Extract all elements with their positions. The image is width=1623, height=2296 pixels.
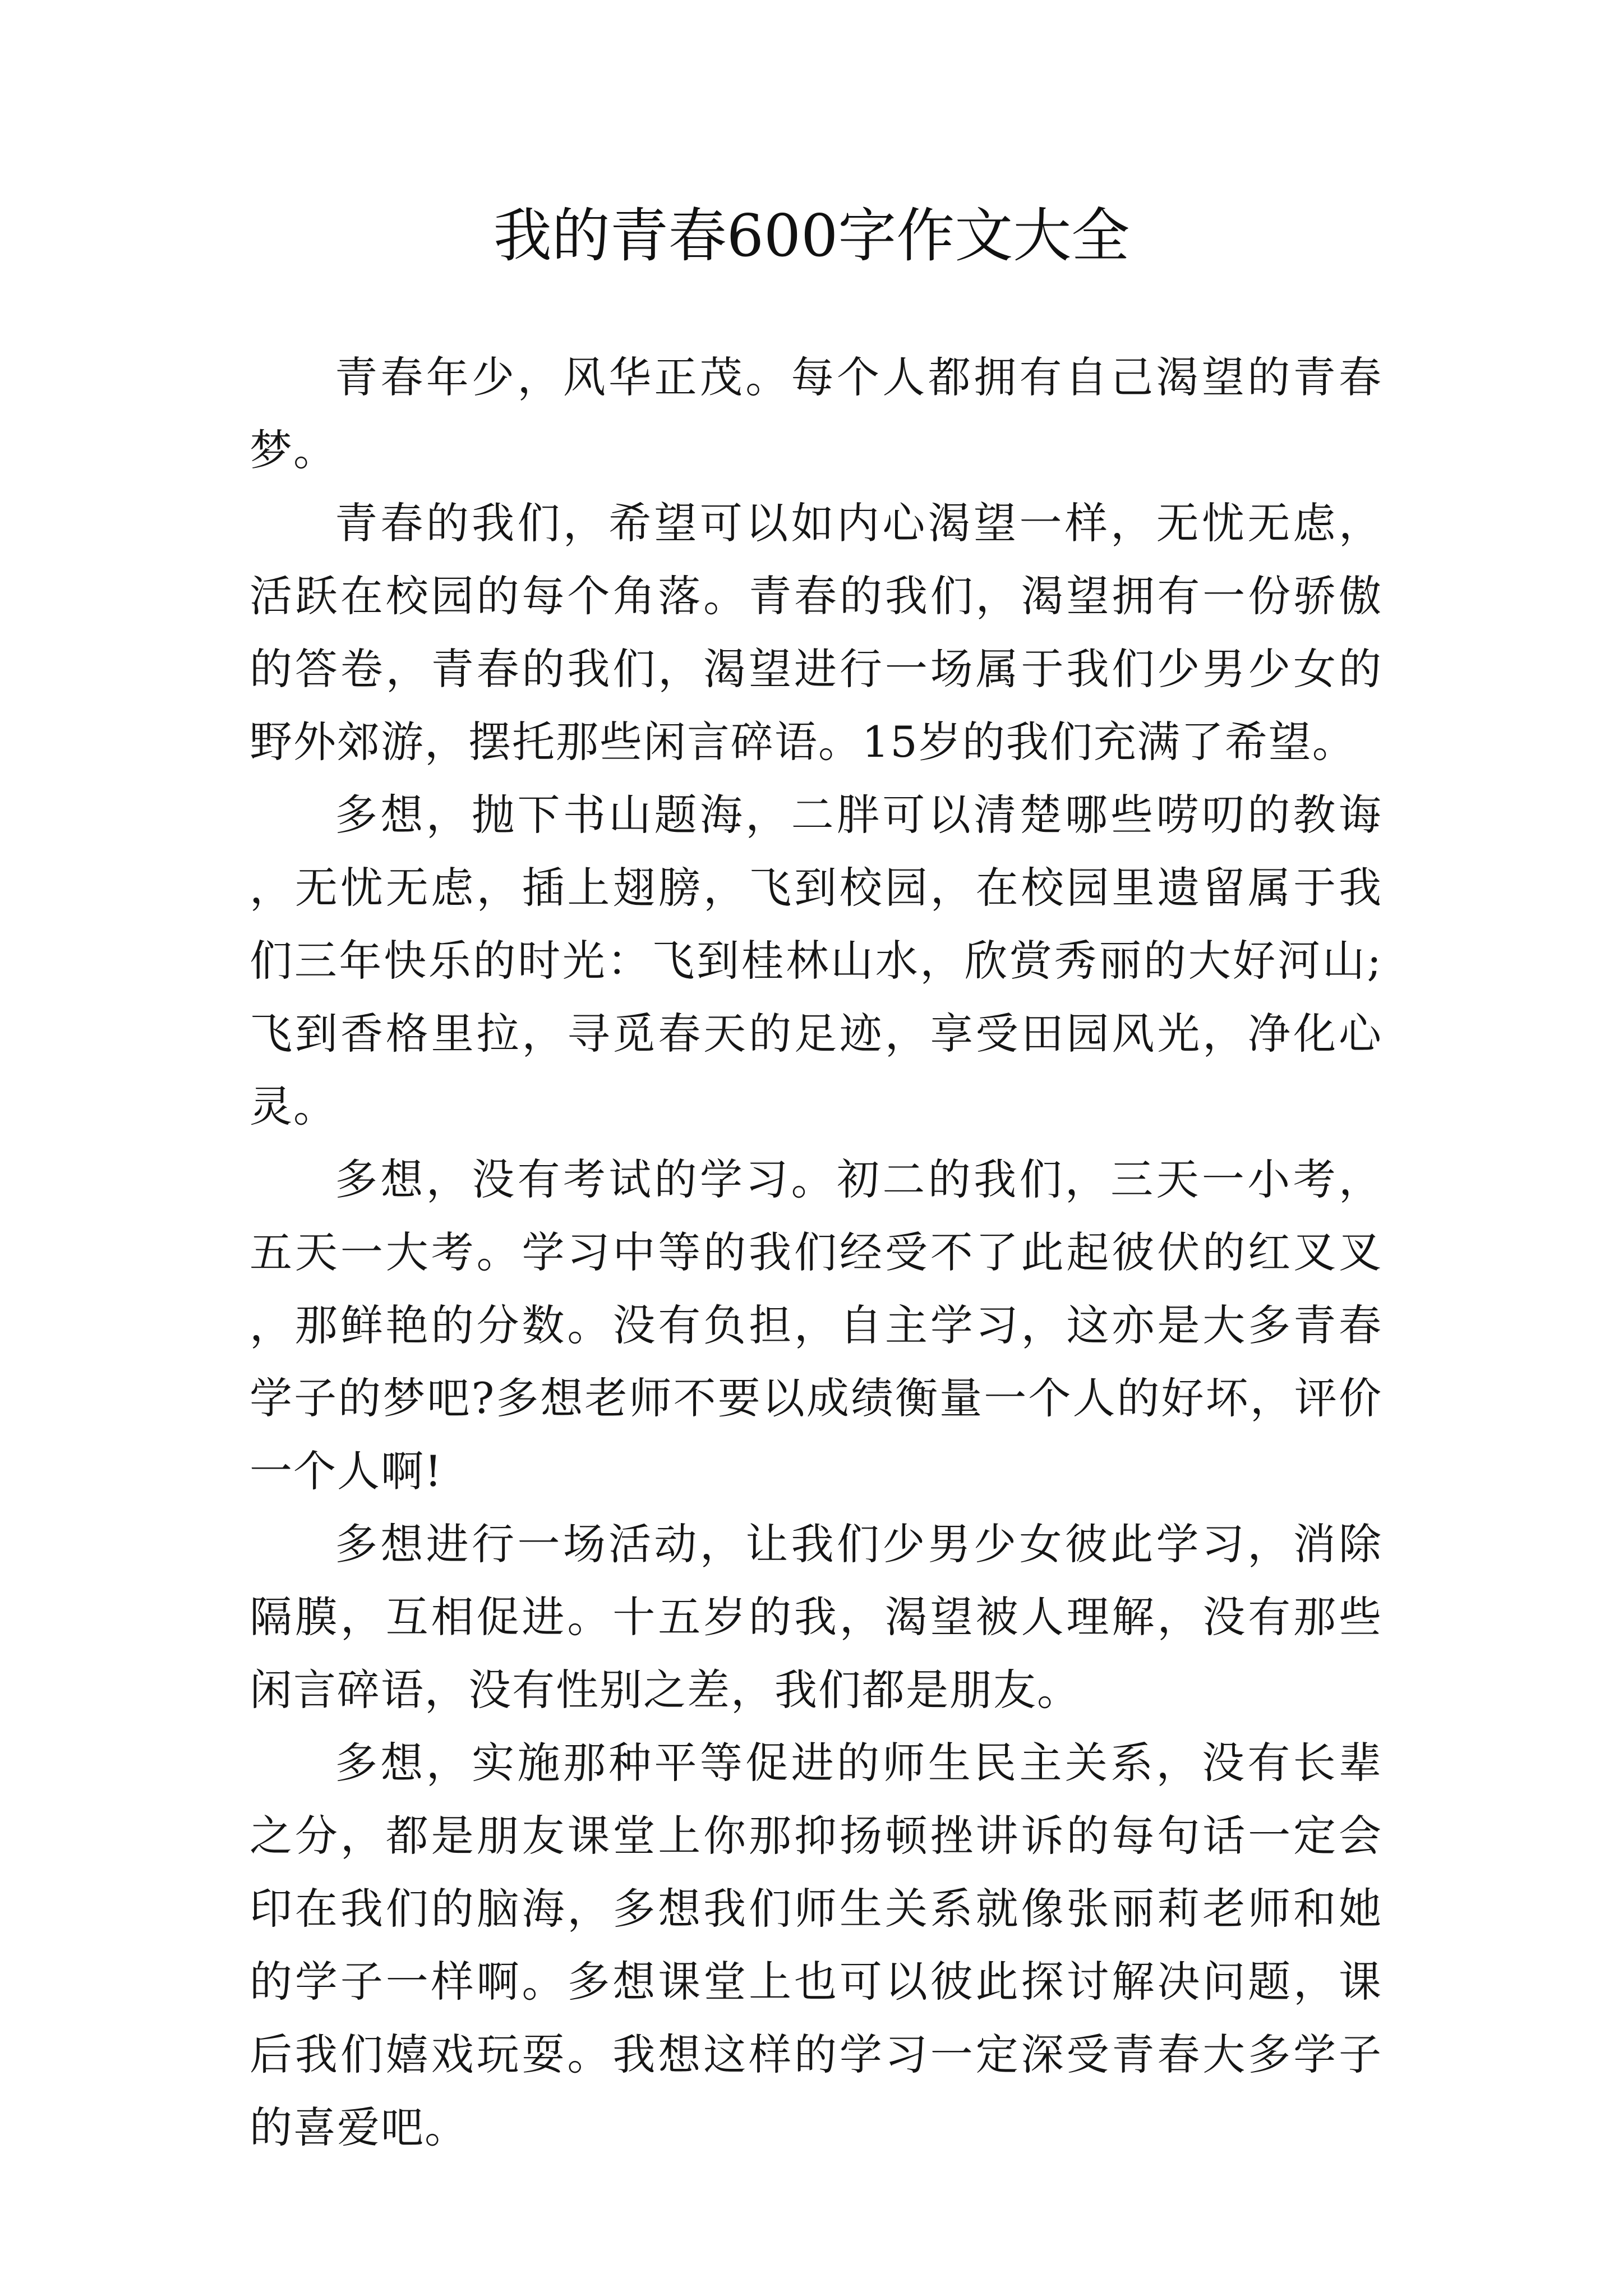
paragraph-5: 多想进行一场活动，让我们少男少女彼此学习，消除隔膜，互相促进。十五岁的我，渴望被人理解，没有那些闲言碎语，没有性别之差，我们都是朋友。	[250, 1519, 1382, 1715]
paragraph-6: 多想，实施那种平等促进的师生民主关系，没有长辈之分，都是朋友课堂上你那抑扬顿挫讲诉的每句话一定会印在我们的脑海，多想我们师生关系就像张丽莉老师和她的学子一样啊。多想课堂上也可以彼此探讨解决问题，课后我们嬉戏玩耍。我想这样的学习一定深受青春大多学子的喜爱吧。	[250, 1738, 1382, 2152]
paragraph-1: 青春年少，风华正茂。每个人都拥有自己渴望的青春梦。	[250, 352, 1382, 475]
document-body	[250, 341, 1382, 2164]
document-title: 我的青春600字作文大全	[493, 201, 1130, 270]
paragraph-3: 多想，抛下书山题海，二胖可以清楚哪些唠叨的教诲，无忧无虑，插上翅膀，飞到校园，在校园里遗留属于我们三年快乐的时光：飞到桂林山水，欣赏秀丽的大好河山;飞到香格里拉，寻觅春天的足迹，享受田园风光，净化心灵。	[250, 790, 1382, 1131]
paragraph-4: 多想，没有考试的学习。初二的我们，三天一小考，五天一大考。学习中等的我们经受不了此起彼伏的红叉叉，那鲜艳的分数。没有负担，自主学习，这亦是大多青春学子的梦吧?多想老师不要以成绩衡量一个人的好坏，评价一个人啊!	[250, 1154, 1382, 1496]
paragraph-2: 青春的我们，希望可以如内心渴望一样，无忧无虑，活跃在校园的每个角落。青春的我们，渴望拥有一份骄傲的答卷，青春的我们，渴望进行一场属于我们少男少女的野外郊游，摆托那些闲言碎语。15岁的我们充满了希望。	[250, 498, 1382, 767]
